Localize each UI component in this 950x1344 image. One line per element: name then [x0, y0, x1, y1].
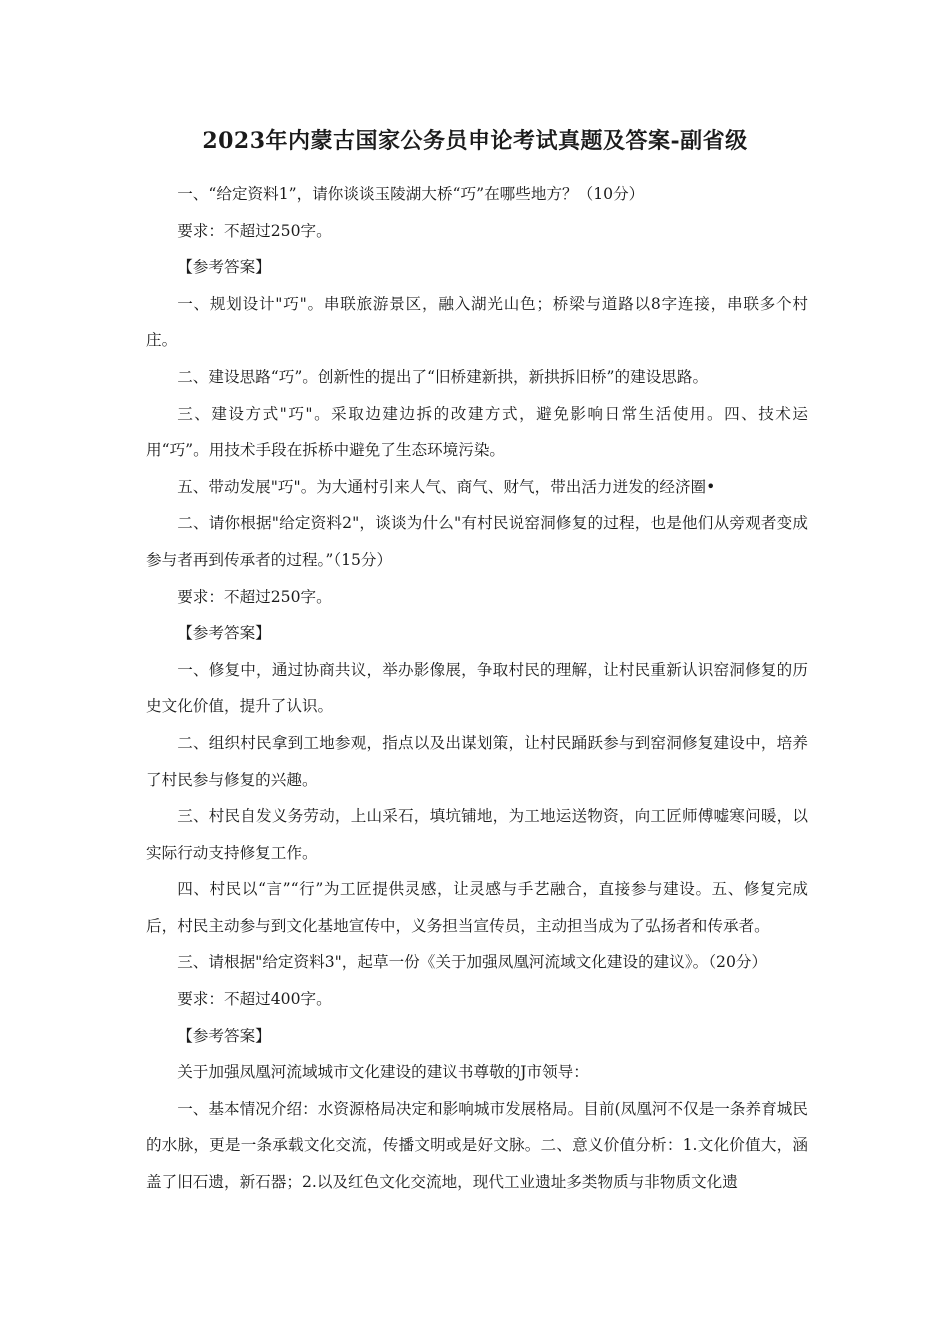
answer-2-point-1: 一、修复中，通过协商共议，举办影像展，争取村民的理解，让村民重新认识窑洞修复的历史文化价值，提升了认识。	[146, 660, 808, 716]
answer-1-point-1: 一、规划设计"巧"。串联旅游景区，融入湖光山色；桥梁与道路以8字连接，串联多个村庄。	[146, 294, 808, 350]
document-title: 2023年内蒙古国家公务员申论考试真题及答案-副省级	[202, 128, 748, 154]
answer-1-point-3-4: 三、建设方式"巧"。采取边建边拆的改建方式，避免影响日常生活使用。四、技术运用“巧”。用技术手段在拆桥中避免了生态环境污染。	[146, 404, 808, 460]
answer-3-salutation: 关于加强凤凰河流域城市文化建设的建议书尊敬的J市领导：	[177, 1063, 589, 1082]
answer-1-point-5: 五、带动发展"巧"。为大通村引来人气、商气、财气，带出活力迸发的经济圈•	[177, 477, 716, 496]
answer-2-point-4-5: 四、村民以“言”“行”为工匠提供灵感，让灵感与手艺融合，直接参与建设。五、修复完成后，村民主动参与到文化基地宣传中，义务担当宣传员，主动担当成为了弘扬者和传承者。	[146, 880, 808, 935]
answer-heading-3: 【参考答案】	[177, 1026, 271, 1045]
answer-2-point-2: 二、组织村民拿到工地参观，指点以及出谋划策，让村民踊跃参与到窑洞修复建设中，培养了村民参与修复的兴趣。	[146, 733, 808, 789]
answer-heading-2: 【参考答案】	[177, 624, 271, 643]
requirement-2: 要求：不超过250字。	[177, 587, 332, 606]
answer-3-body: 一、基本情况介绍：水资源格局决定和影响城市发展格局。目前(凤凰河不仅是一条养育城民的水脉，更是一条承载文化交流，传播文明或是好文脉。二、意义价值分析：1.文化价值大，涵盖了旧石遗，新石器；2.以及红色文化交流地，现代工业遗址多类物质与非物质文化遗	[146, 1099, 808, 1192]
answer-heading-1: 【参考答案】	[177, 258, 271, 277]
question-1: 一、“给定资料1”，请你谈谈玉陵湖大桥“巧”在哪些地方？（10分）	[177, 185, 645, 203]
document-body	[146, 176, 808, 1201]
answer-2-point-3: 三、村民自发义务劳动，上山采石，填坑铺地，为工地运送物资，向工匠师傅嘘寒问暖，以实际行动支持修复工作。	[146, 807, 808, 862]
requirement-3: 要求：不超过400字。	[177, 990, 332, 1009]
answer-1-point-2: 二、建设思路“巧”。创新性的提出了“旧桥建新拱，新拱拆旧桥”的建设思路。	[177, 367, 709, 386]
requirement-1: 要求：不超过250字。	[177, 221, 332, 240]
question-3: 三、请根据"给定资料3"，起草一份《关于加强凤凰河流域文化建设的建议》。（20分）	[177, 953, 768, 972]
question-2: 二、请你根据"给定资料2"，谈谈为什么"有村民说窑洞修复的过程，也是他们从旁观者变成参与者再到传承者的过程。”（15分）	[146, 514, 808, 569]
